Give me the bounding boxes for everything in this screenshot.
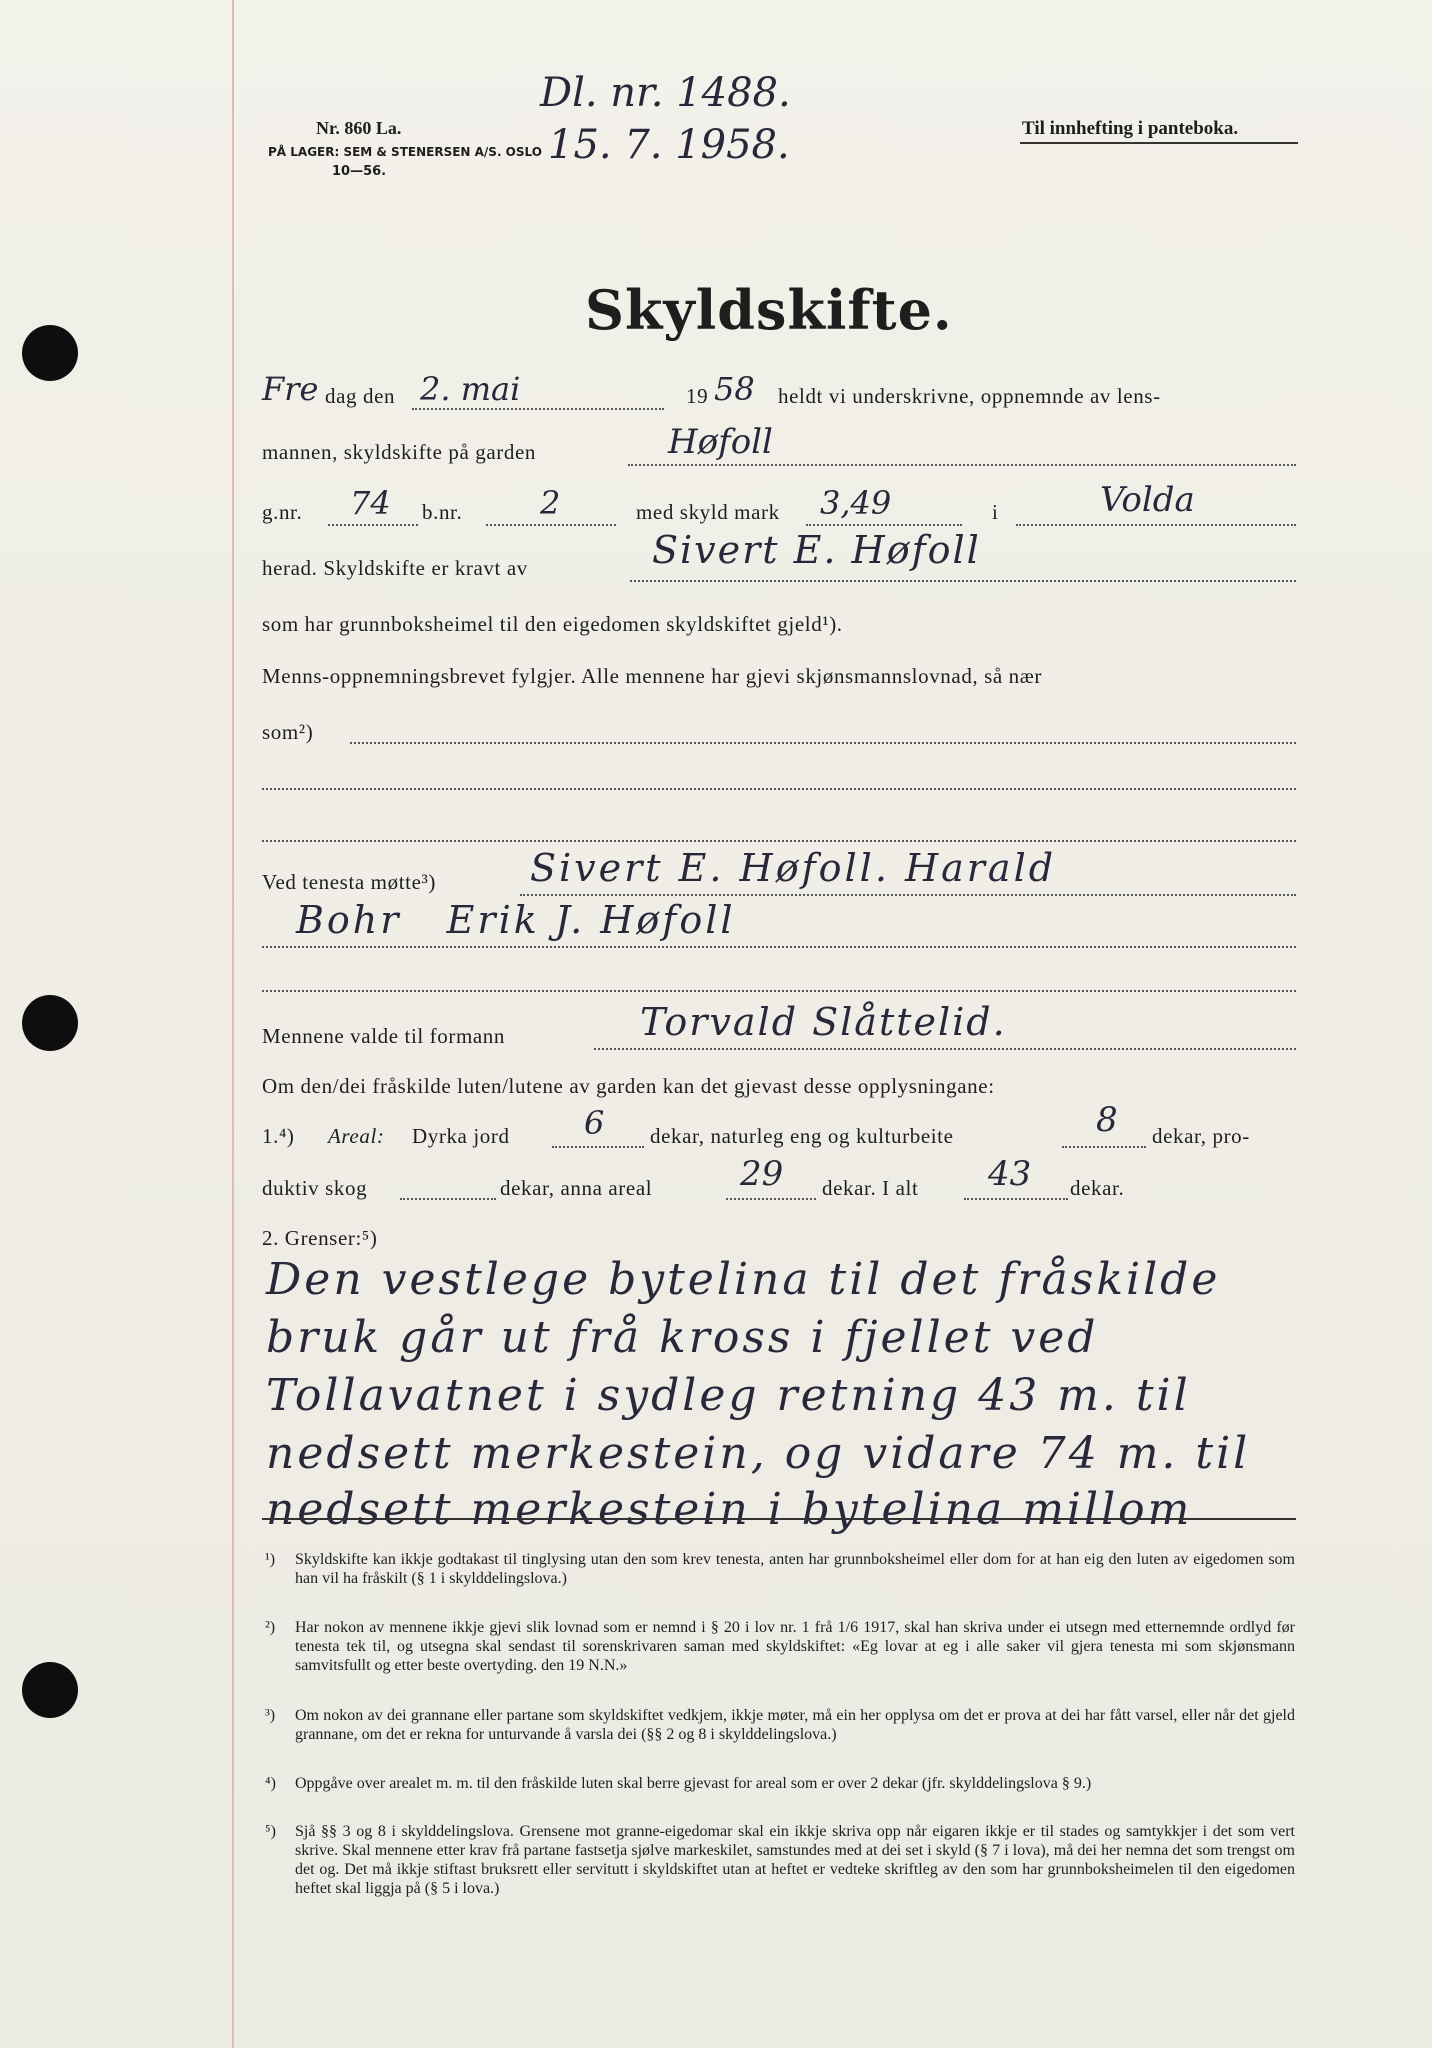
grenser-label: 2. Grenser:⁵): [262, 1226, 378, 1250]
l1-text-b: heldt vi underskrivne, oppnemnde av lens-: [778, 384, 1161, 408]
footnote-4-number: ⁴): [265, 1775, 276, 1792]
dyrka-value: 6: [584, 1104, 605, 1142]
requester-value: Sivert E. Høfoll: [652, 528, 981, 572]
mark-label: med skyld mark: [636, 500, 780, 524]
weekday-value: Fre: [262, 370, 319, 408]
date-line: [412, 408, 664, 410]
l12-text-c: dekar. I alt: [822, 1176, 919, 1200]
binding-note-underline: [1020, 142, 1298, 144]
dyrka-line: [552, 1146, 644, 1148]
footnote-2-number: ²): [265, 1619, 276, 1636]
year-value: 58: [714, 370, 755, 408]
l7-text: som²): [262, 720, 314, 744]
attendees-line-1: [520, 894, 1296, 896]
binding-note: Til innhefting i panteboka.: [1022, 118, 1239, 139]
punch-hole-bottom: [22, 1662, 78, 1718]
l12-text-b: dekar, anna areal: [500, 1176, 653, 1200]
footnote-1-text: Skyldskifte kan ikkje godtakast til tinglysing utan den som krev tenesta, anten har grunnboksheimel eller dom for at han eig den luten av eigedomen som han vil ha fråskilt (§ 1 i skylddelingslova.): [295, 1551, 1295, 1587]
gnr-value: 74: [350, 484, 391, 522]
grenser-line-2: bruk går ut frå kross i fjellet ved: [266, 1312, 1099, 1363]
l11-text-c: dekar, pro-: [1152, 1124, 1250, 1148]
herad-line: [1016, 524, 1296, 526]
footnote-2-text: Har nokon av mennene ikkje gjevi slik lovnad som er nemnd i § 20 i lov nr. 1 frå 1/6 1917, skal han skriva under ei utsegn med etternemnde ordlyd før tenesta tek til, og utsegna skal sendast til sorenskrivaren saman med skyldskiftet: «Eg lovar at eg i alle saker vil gjera tenesta mi som skjønsmann samvitsfullt og etter beste overtyding. den 19 N.N.»: [295, 1619, 1295, 1674]
gnr-line: [328, 524, 418, 526]
blank-line-3: [262, 990, 1296, 992]
l12-text-a: duktiv skog: [262, 1176, 368, 1200]
bnr-line: [486, 524, 616, 526]
document-title: Skyldskifte.: [585, 278, 953, 342]
handwritten-reference: Dl. nr. 1488.: [540, 70, 791, 116]
l2-text: mannen, skyldskifte på garden: [262, 440, 536, 464]
handwritten-date: 15. 7. 1958.: [548, 122, 790, 168]
footnote-5-number: ⁵): [265, 1823, 276, 1840]
l8-text: Ved tenesta møtte³): [262, 870, 436, 894]
total-value: 43: [988, 1154, 1032, 1194]
punch-hole-top: [22, 325, 78, 381]
grenser-line-5: nedsett merkestein i bytelina millom: [266, 1484, 1193, 1535]
printer-line1: PÅ LAGER: SEM & STENERSEN A/S. OSLO: [268, 145, 542, 159]
l11-number: 1.⁴): [262, 1124, 295, 1148]
eng-line: [1062, 1146, 1146, 1148]
blank-line-2: [262, 840, 1296, 842]
grenser-line-3: Tollavatnet i sydleg retning 43 m. til: [266, 1370, 1191, 1421]
mark-line: [806, 524, 962, 526]
l12-text-d: dekar.: [1070, 1176, 1125, 1200]
farm-value: Høfoll: [668, 422, 773, 462]
margin-rule: [232, 0, 234, 2048]
date-value: 2. mai: [420, 370, 521, 408]
bnr-label: b.nr.: [422, 500, 463, 524]
chairman-line: [594, 1048, 1296, 1050]
gnr-label: g.nr.: [262, 500, 303, 524]
bnr-value: 2: [540, 484, 561, 522]
l6-text: Menns-oppnemningsbrevet fylgjer. Alle mennene har gjevi skjønsmannslovnad, så nær: [262, 664, 1042, 688]
footnote-1-number: ¹): [265, 1551, 276, 1568]
footnote-4-text: Oppgåve over arealet m. m. til den fråskilde luten skal berre gjevast for areal som er over 2 dekar (jfr. skylddelingslova § 9.): [295, 1775, 1092, 1792]
l7-line: [350, 742, 1296, 744]
chairman-value: Torvald Slåttelid.: [640, 1000, 1007, 1044]
requester-line: [630, 580, 1296, 582]
section-divider: [262, 1518, 1296, 1520]
punch-hole-middle: [22, 995, 78, 1051]
i-label: i: [992, 500, 999, 524]
grenser-line-4: nedsett merkestein, og vidare 74 m. til: [266, 1428, 1251, 1479]
form-number: Nr. 860 La.: [316, 118, 402, 138]
l10-text: Om den/dei fråskilde luten/lutene av garden kan det gjevast desse opplysningane:: [262, 1074, 995, 1098]
attendees-value-2: Bohr Erik J. Høfoll: [296, 898, 736, 942]
l9-text: Mennene valde til formann: [262, 1024, 506, 1048]
attendees-value-1: Sivert E. Høfoll. Harald: [530, 846, 1057, 890]
anna-value: 29: [740, 1154, 784, 1194]
printer-line2: 10—56.: [332, 164, 387, 179]
footnote-5-text: Sjå §§ 3 og 8 i skylddelingslova. Grensene mot granne-eigedomar skal ein ikkje skriva opp når eigaren ikkje er til stades og samtykkjer i det som vert skrive. Skal mennene etter krav frå partane fastsetja sjølve markeskilet, samstundes med at dei set i skyld (§ 7 i lova), må dei her nemna det som trengst om det og. Det må ikkje stiftast bruksrett eller servitutt i skyldskiftet utan at heftet er vedteke skriftleg av den som har grunnboksheimelen til den eigedomen heftet skal liggja på (§ 5 i lova.): [295, 1823, 1295, 1897]
l11-text-b: dekar, naturleg eng og kulturbeite: [650, 1124, 954, 1148]
footnote-3-number: ³): [265, 1707, 276, 1724]
footnote-3-text: Om nokon av dei grannane eller partane som skyldskiftet vedkjem, ikkje møter, må ein her opplysa om det er prova at dei har fått varsel, eller når det gjeld grannane, om det er rekna for unturvande å varsla dei (§§ 2 og 8 i skylddelingslova.): [295, 1707, 1295, 1743]
l4-text: herad. Skyldskifte er kravt av: [262, 556, 528, 580]
areal-label: Areal:: [328, 1124, 385, 1148]
mark-value: 3,49: [820, 484, 892, 522]
anna-line: [726, 1198, 816, 1200]
blank-line-1: [262, 788, 1296, 790]
attendees-line-2: [262, 946, 1296, 948]
year-prefix: 19: [686, 384, 709, 408]
l1-text-a: dag den: [325, 384, 396, 408]
total-line: [964, 1198, 1068, 1200]
grenser-line-1: Den vestlege bytelina til det fråskilde: [266, 1254, 1221, 1305]
skog-line: [400, 1198, 496, 1200]
herad-value: Volda: [1100, 480, 1195, 520]
farm-line: [628, 464, 1296, 466]
l11-text-a: Dyrka jord: [412, 1124, 510, 1148]
eng-value: 8: [1096, 1100, 1118, 1140]
l5-text: som har grunnboksheimel til den eigedomen skyldskiftet gjeld¹).: [262, 612, 843, 636]
